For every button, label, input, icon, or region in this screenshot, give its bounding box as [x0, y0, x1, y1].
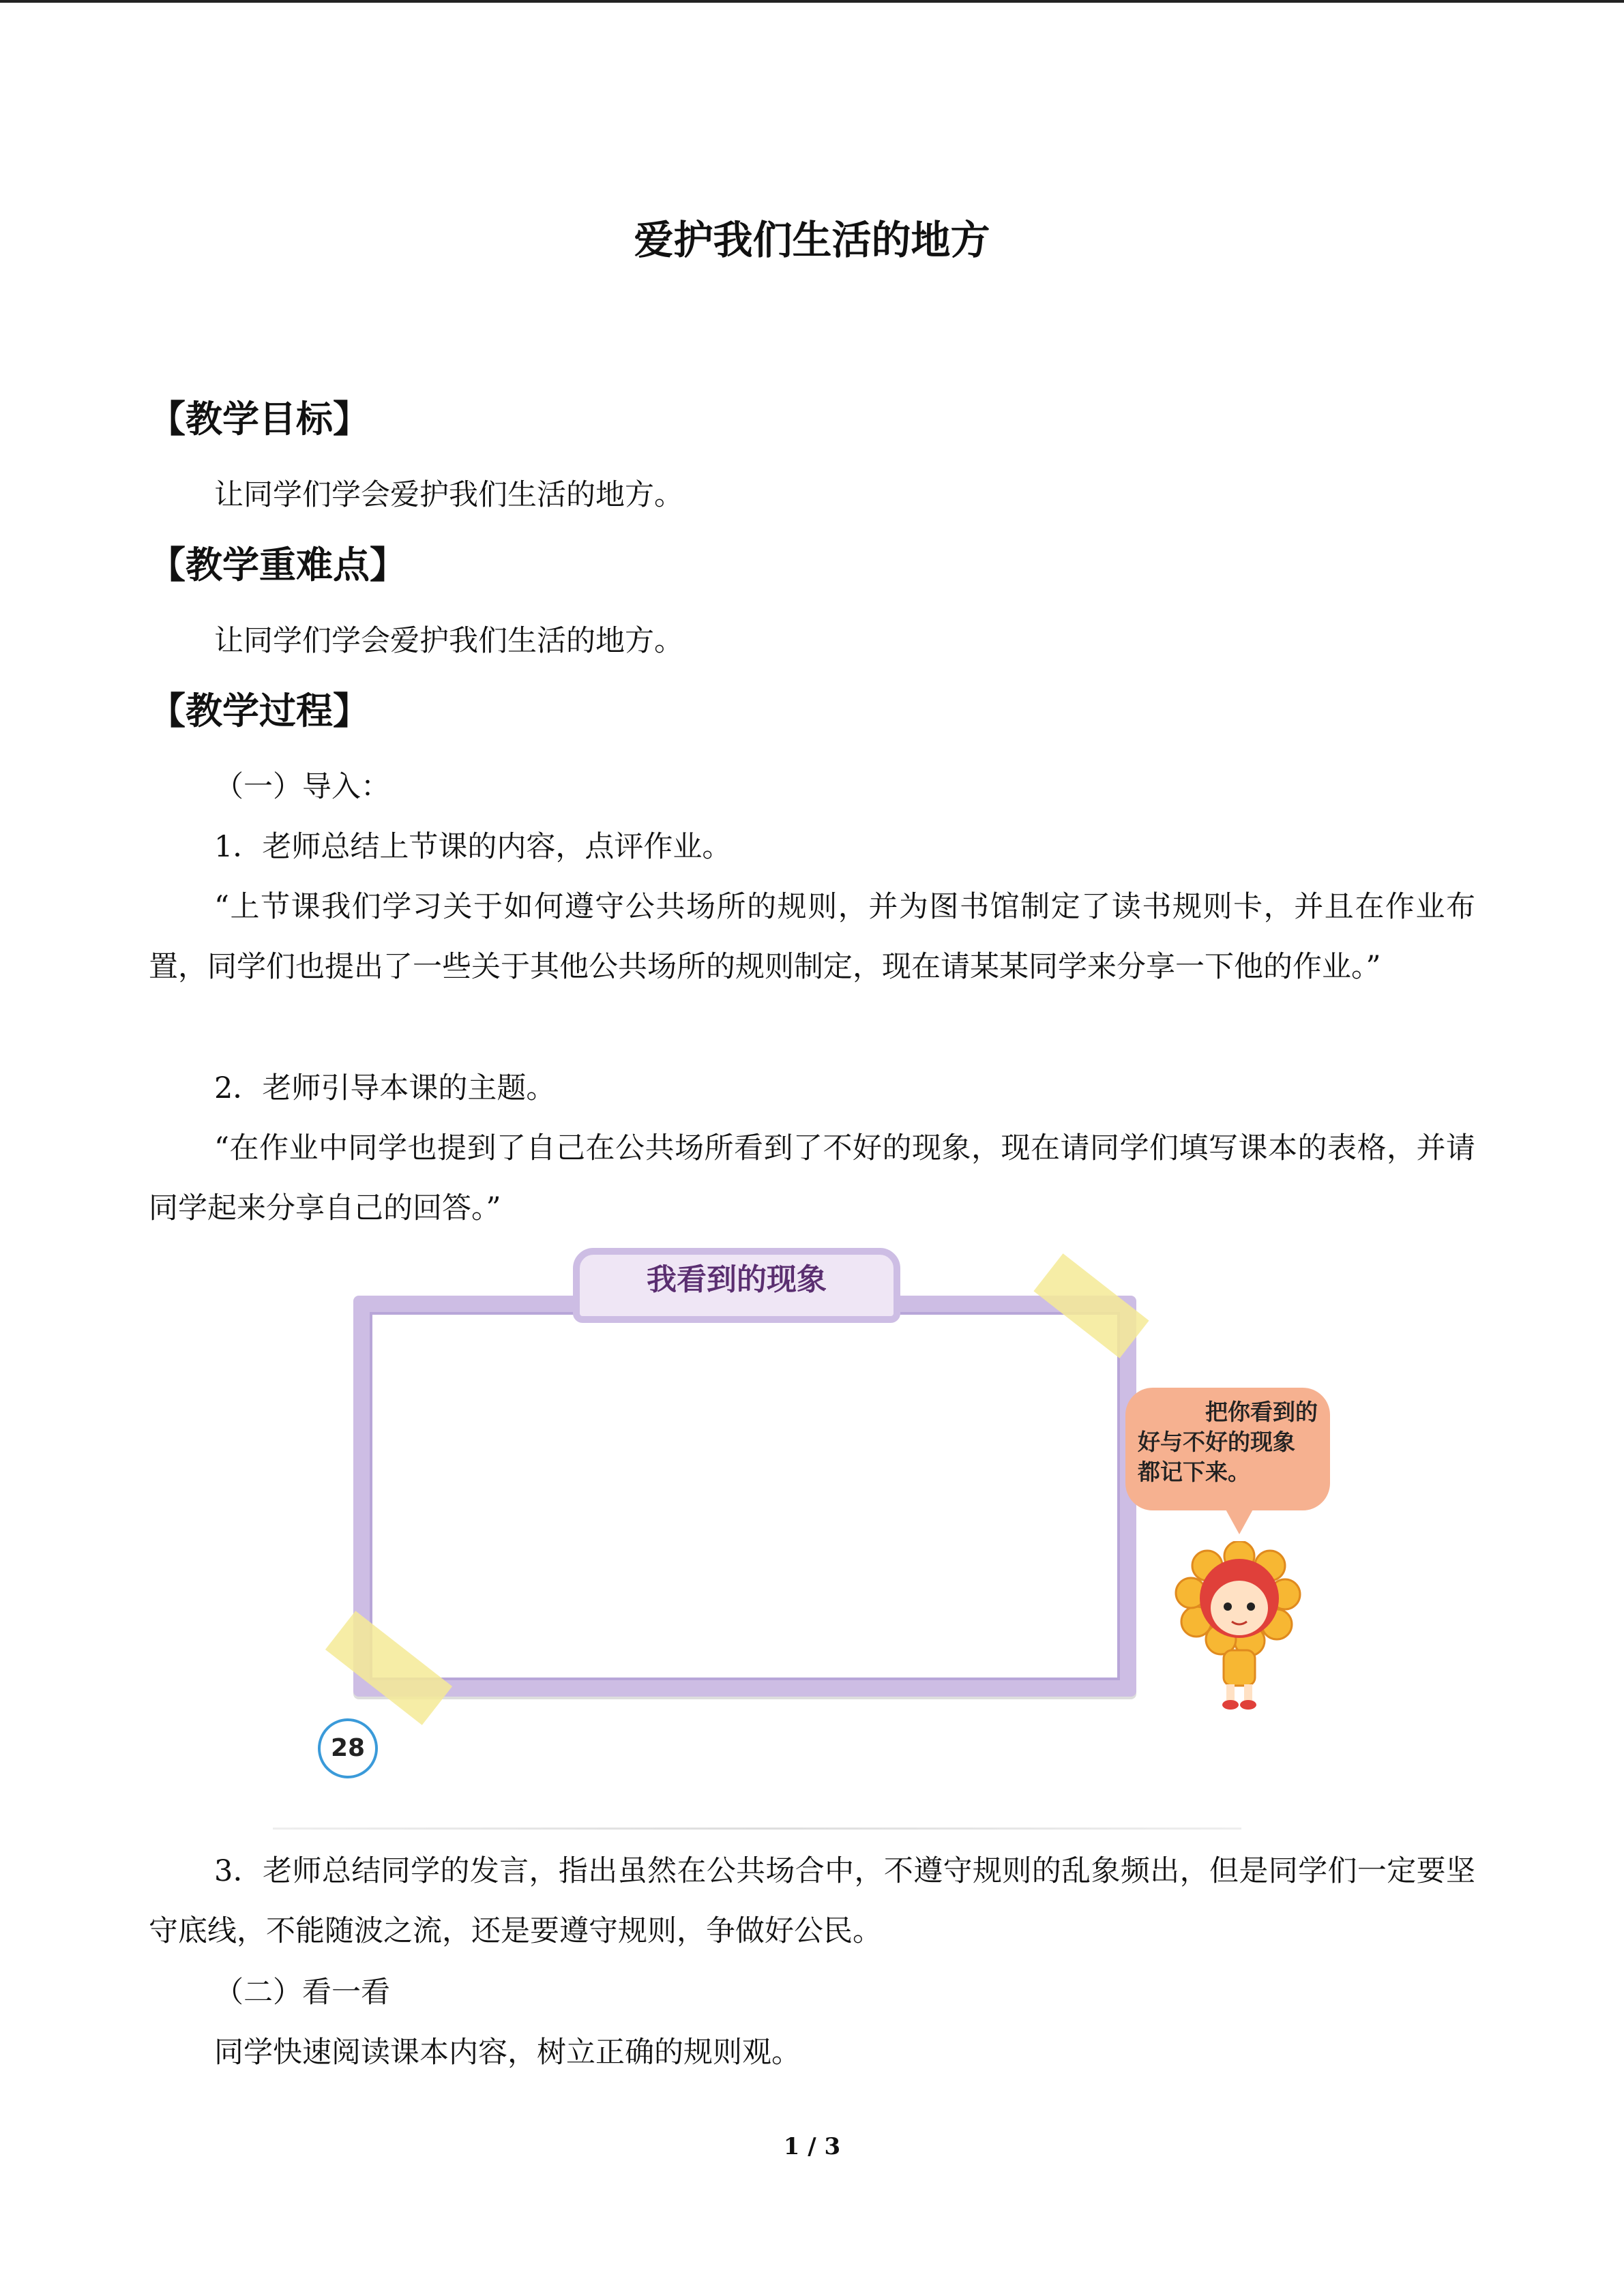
textbook-page-badge: 28: [318, 1718, 378, 1778]
bubble-line: 把你看到的: [1205, 1399, 1318, 1425]
textbook-figure: [273, 1241, 1432, 1834]
bubble-line: 都记下来。: [1138, 1459, 1250, 1485]
document-title: 爱护我们生活的地方: [634, 217, 990, 263]
figure-bottom-edge: [273, 1828, 1241, 1830]
top-rule: [0, 0, 1624, 3]
teaching-goals-text: 让同学们学会爱护我们生活的地方。: [214, 478, 683, 512]
step1-text: 1．老师总结上节课的内容，点评作业。: [214, 830, 732, 864]
heading-teaching-process: 【教学过程】: [149, 689, 370, 732]
step3-paragraph: 3．老师总结同学的发言，指出虽然在公共场合中，不遵守规则的乱象频出，但是同学们一定要坚守底线，不能随波之流，还是要遵守规则，争做好公民。: [149, 1854, 1475, 1948]
bubble-line: 好与不好的现象: [1138, 1429, 1295, 1455]
board-title: 我看到的现象: [573, 1248, 900, 1323]
key-points-text: 让同学们学会爱护我们生活的地方。: [214, 624, 683, 658]
quote1-paragraph: “上节课我们学习关于如何遵守公共场所的规则，并为图书馆制定了读书规则卡，并且在作业布置，同学们也提出了一些关于其他公共场所的规则制定，现在请某某同学来分享一下他的作业。”: [149, 890, 1475, 984]
part1-title: （一）导入：: [214, 770, 390, 804]
observation-board: [353, 1296, 1136, 1697]
step2-text: 2．老师引导本课的主题。: [214, 1071, 556, 1105]
quote2-paragraph: “在作业中同学也提到了自己在公共场所看到了不好的现象，现在请同学们填写课本的表格，并请同学起来分享自己的回答。”: [149, 1131, 1475, 1225]
sunflower-girl-illustration: [1175, 1541, 1304, 1712]
part2-title: （二）看一看: [214, 1976, 390, 2010]
page-number: 1 / 3: [783, 2133, 841, 2160]
speech-bubble-tail: [1224, 1507, 1254, 1534]
speech-bubble: [1125, 1388, 1330, 1510]
heading-key-points: 【教学重难点】: [149, 543, 407, 586]
heading-teaching-goals: 【教学目标】: [149, 398, 370, 441]
part2-text: 同学快速阅读课本内容，树立正确的规则观。: [214, 2036, 801, 2070]
